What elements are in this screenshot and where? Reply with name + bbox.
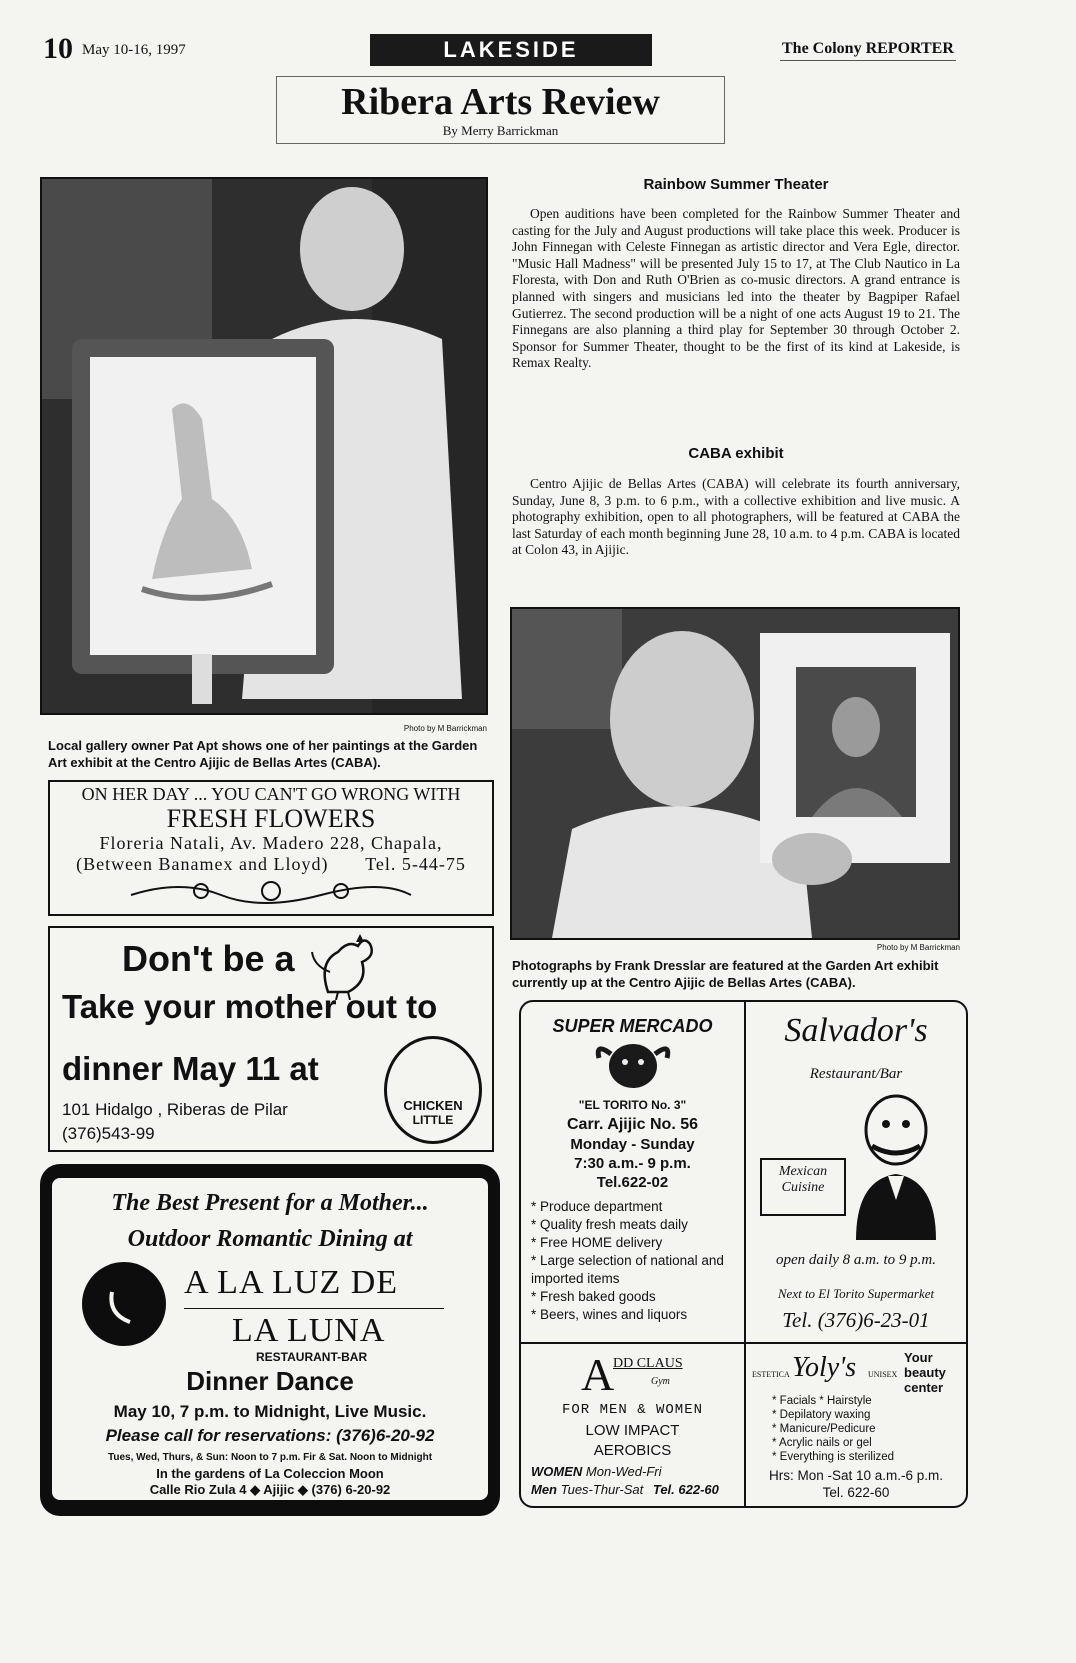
photo-frank-dresslar-image bbox=[512, 609, 958, 938]
mercado-title: SUPER MERCADO bbox=[552, 1016, 713, 1036]
flowers-tel: Tel. 5-44-75 bbox=[365, 854, 466, 874]
gym-men-days: Tues-Thur-Sat bbox=[560, 1482, 644, 1497]
ad-chicken-little bbox=[48, 926, 494, 1152]
paper-name: The Colony REPORTER bbox=[782, 40, 954, 57]
mercado-tel: Tel.622-02 bbox=[596, 1174, 669, 1191]
luna-name2: LA LUNA bbox=[232, 1312, 386, 1349]
column-title-box bbox=[276, 76, 725, 144]
list-item: * Acrylic nails or gel bbox=[772, 1436, 942, 1450]
article1-body: Open auditions have been completed for the Rainbow Summer Theater and casting for the July and August productions will take place this week. Producer is John Finnegan with Celeste Finnegan as artistic director and Vera Egle, director. "Music Hall Madness" will be presented July 15 to 17, at The Club Nautico in La Floresta, with Don and Ruth O'Brien as co-music directors. A grand entrance is planned with singers and musicians led into the theater by Bagpiper Rafael Gutierrez. The second production will be a night of one acts August 19 to 21. The Finnegans are also planning a third play for September 30 through October 2. Sponsor for Summer Theater, thought to be the first of its kind at Lakeside, is Remax Realty. bbox=[512, 206, 960, 371]
luna-line2: Outdoor Romantic Dining at bbox=[127, 1226, 413, 1252]
byline: By Merry Barrickman bbox=[442, 123, 559, 138]
luna-divider bbox=[184, 1308, 444, 1309]
list-item: * Facials * Hairstyle bbox=[772, 1394, 942, 1408]
luna-reserve: Please call for reservations: (376)6-20-92 bbox=[105, 1426, 435, 1445]
ad-add-claus-gym bbox=[521, 1344, 744, 1506]
photo-pat-apt-image bbox=[42, 179, 486, 713]
la-luna-inner bbox=[52, 1178, 488, 1500]
gym-women bbox=[531, 1464, 662, 1479]
moon-icon bbox=[82, 1262, 166, 1346]
column-title: Ribera Arts Review bbox=[341, 81, 660, 123]
photo1-caption: Local gallery owner Pat Apt shows one of her paintings at the Garden Art exhibit at the Centro Ajijic de Bellas Artes (CABA). bbox=[48, 738, 478, 770]
yoly-hours: Hrs: Mon -Sat 10 a.m.-6 p.m. bbox=[768, 1468, 944, 1483]
yoly-right: UNISEX bbox=[868, 1370, 898, 1379]
chicken-line1: Don't be a bbox=[122, 938, 295, 979]
photo2-caption: Photographs by Frank Dresslar are featured at the Garden Art exhibit currently up at the Centro Ajijic de Bellas Artes (CABA). bbox=[512, 958, 939, 990]
mercado-subtitle: "EL TORITO No. 3" bbox=[578, 1098, 687, 1112]
header-rule bbox=[780, 60, 956, 61]
list-item: * Large selection of national and imported items bbox=[531, 1252, 739, 1288]
salvador-name: Salvador's bbox=[784, 1012, 928, 1049]
list-item: * Beers, wines and liquors bbox=[531, 1306, 739, 1324]
chicken-logo-bottom: LITTLE bbox=[412, 1113, 454, 1127]
chef-icon bbox=[836, 1090, 954, 1240]
bull-icon bbox=[593, 1038, 673, 1092]
gym-line2: LOW IMPACT bbox=[585, 1422, 680, 1439]
gym-women-days: Mon-Wed-Fri bbox=[585, 1464, 662, 1479]
luna-line1: The Best Present for a Mother... bbox=[111, 1190, 429, 1216]
gym-men-label: Men bbox=[531, 1482, 557, 1497]
salvador-type: Restaurant/Bar bbox=[809, 1066, 903, 1082]
chicken-logo bbox=[384, 1036, 482, 1144]
gym-women-label: WOMEN bbox=[531, 1464, 583, 1479]
gym-line3: AEROBICS bbox=[593, 1442, 672, 1459]
list-item: * Quality fresh meats daily bbox=[531, 1216, 739, 1234]
luna-hours: Tues, Wed, Thurs, & Sun: Noon to 7 p.m. Fir & Sat. Noon to Midnight bbox=[107, 1452, 433, 1463]
salvador-location: Next to El Torito Supermarket bbox=[777, 1286, 935, 1301]
sign-line2: Cuisine bbox=[781, 1180, 825, 1195]
list-item: * Manicure/Pedicure bbox=[772, 1422, 942, 1436]
yoly-tag: Your beauty center bbox=[904, 1350, 946, 1395]
luna-event: Dinner Dance bbox=[186, 1366, 354, 1396]
gym-logo-text2: Gym bbox=[651, 1376, 670, 1387]
issue-date: May 10-16, 1997 bbox=[82, 42, 186, 58]
list-item: * Depilatory waxing bbox=[772, 1408, 942, 1422]
luna-sub: RESTAURANT-BAR bbox=[256, 1350, 368, 1364]
photo-pat-apt bbox=[40, 177, 488, 715]
chicken-line2: Take your mother out to bbox=[62, 988, 438, 1025]
mercado-address: Carr. Ajijic No. 56 bbox=[566, 1116, 698, 1133]
sign-line1: Mexican bbox=[778, 1164, 828, 1179]
yoly-logo bbox=[752, 1352, 902, 1392]
flowers-line1: ON HER DAY ... YOU CAN'T GO WRONG WITH bbox=[81, 784, 461, 804]
ad-fresh-flowers bbox=[48, 780, 494, 916]
section-banner bbox=[370, 34, 652, 66]
gym-men bbox=[531, 1482, 719, 1497]
gym-line1: FOR MEN & WOMEN bbox=[561, 1402, 704, 1418]
luna-name1: A LA LUZ DE bbox=[184, 1264, 399, 1301]
yoly-name: Yoly's bbox=[792, 1352, 857, 1383]
luna-location2: Calle Rio Zula 4 ◆ Ajijic ◆ (376) 6-20-92 bbox=[149, 1482, 391, 1497]
salvador-hours: open daily 8 a.m. to 9 p.m. bbox=[776, 1252, 936, 1268]
gym-logo-text1: DD CLAUS bbox=[613, 1356, 683, 1371]
chicken-address: 101 Hidalgo , Riberas de Pilar bbox=[62, 1100, 288, 1119]
photo-frank-dresslar bbox=[510, 607, 960, 940]
chicken-logo-top: CHICKEN bbox=[403, 1098, 463, 1113]
list-item: * Produce department bbox=[531, 1198, 739, 1216]
yoly-left: ESTETICA bbox=[752, 1370, 790, 1379]
ad-salvadors bbox=[746, 1002, 966, 1342]
list-item: * Free HOME delivery bbox=[531, 1234, 739, 1252]
yoly-services bbox=[772, 1394, 942, 1464]
article2-heading: CABA exhibit bbox=[688, 445, 784, 462]
flowers-ornament-icon bbox=[121, 877, 421, 907]
ad-grid bbox=[519, 1000, 968, 1508]
photo1-credit: Photo by M Barrickman bbox=[403, 724, 487, 733]
ad-yolys bbox=[746, 1344, 966, 1506]
list-item: * Fresh baked goods bbox=[531, 1288, 739, 1306]
photo2-credit: Photo by M Barrickman bbox=[876, 943, 960, 952]
ad-la-luna bbox=[40, 1164, 500, 1516]
flowers-line3: Floreria Natali, Av. Madero 228, Chapala, bbox=[99, 833, 443, 853]
mercado-items bbox=[531, 1198, 739, 1324]
gym-tel: Tel. 622-60 bbox=[652, 1482, 719, 1497]
gym-logo-letter: A bbox=[581, 1349, 615, 1400]
gym-logo bbox=[581, 1349, 691, 1400]
section-label: LAKESIDE bbox=[443, 37, 579, 62]
yoly-tel: Tel. 622-60 bbox=[822, 1485, 890, 1500]
flowers-line4: (Between Banamex and Lloyd) bbox=[76, 854, 329, 874]
page-number: 10 bbox=[43, 32, 73, 65]
mercado-days: Monday - Sunday bbox=[570, 1136, 695, 1153]
luna-location1: In the gardens of La Coleccion Moon bbox=[156, 1466, 384, 1481]
luna-event-detail: May 10, 7 p.m. to Midnight, Live Music. bbox=[113, 1402, 427, 1421]
flowers-line2: FRESH FLOWERS bbox=[166, 804, 376, 833]
article2-body: Centro Ajijic de Bellas Artes (CABA) will celebrate its fourth anniversary, Sunday, June 8, 3 p.m. to 6 p.m., with a collective exhibition and live music. A photography exhibition, open to all photographers, will be featured at CABA the last Saturday of each month beginning June 28, 10 a.m. to 4 p.m. CABA is located at Colon 43, in Ajijic. bbox=[512, 476, 960, 558]
list-item: * Everything is sterilized bbox=[772, 1450, 942, 1464]
salvador-tel: Tel. (376)6-23-01 bbox=[782, 1308, 930, 1332]
mexican-cuisine-sign bbox=[760, 1158, 846, 1216]
mercado-hours: 7:30 a.m.- 9 p.m. bbox=[574, 1155, 691, 1172]
chicken-line3: dinner May 11 at bbox=[62, 1050, 319, 1087]
article1-heading: Rainbow Summer Theater bbox=[643, 176, 829, 193]
chicken-phone: (376)543-99 bbox=[62, 1124, 155, 1143]
ad-super-mercado bbox=[521, 1002, 744, 1342]
